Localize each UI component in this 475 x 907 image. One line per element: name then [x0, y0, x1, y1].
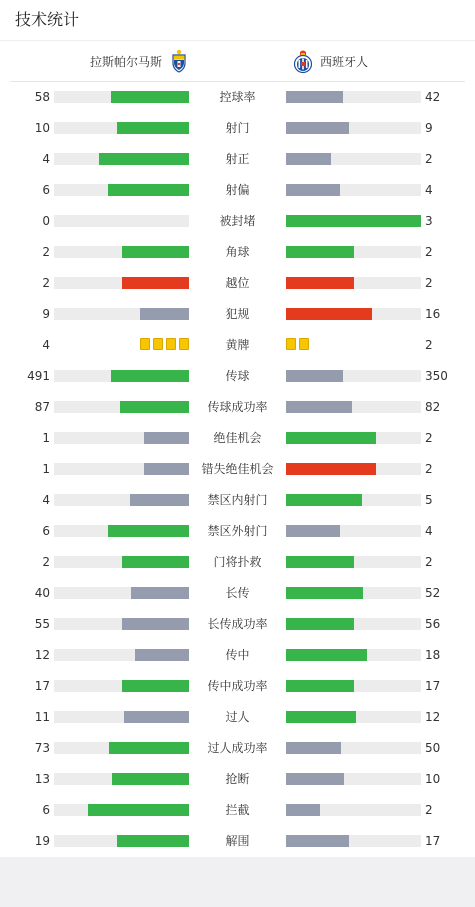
stat-label: 长传	[225, 586, 250, 600]
away-stat-bar-fill	[286, 742, 341, 754]
home-stat-value: 1	[42, 462, 50, 476]
stat-row	[0, 361, 475, 392]
home-stat-bar-fill	[108, 525, 189, 537]
home-stat-bar-fill	[122, 277, 190, 289]
stat-label: 黄牌	[225, 338, 250, 352]
stat-row	[0, 237, 475, 268]
away-stat-value: 2	[425, 431, 433, 445]
away-stat-bar-fill	[286, 711, 356, 723]
away-stat-bar-fill	[286, 556, 354, 568]
stat-label: 抢断	[225, 772, 250, 786]
away-stat-bar	[286, 525, 421, 537]
away-stat-bar	[286, 711, 421, 723]
away-stat-bar-fill	[286, 587, 363, 599]
stat-row	[0, 826, 475, 857]
away-stat-bar	[286, 587, 421, 599]
home-stat-bar	[54, 122, 189, 134]
away-stat-bar-fill	[286, 835, 349, 847]
away-stat-bar	[286, 742, 421, 754]
stat-row	[0, 268, 475, 299]
away-stat-bar	[286, 618, 421, 630]
home-stat-value: 19	[34, 834, 50, 848]
away-yellow-cards	[286, 338, 309, 352]
las-palmas-crest-icon	[168, 49, 190, 73]
home-stat-value: 58	[34, 90, 50, 104]
away-stat-bar-fill	[286, 649, 367, 661]
page-title: 技术统计	[15, 10, 80, 29]
home-stat-bar-fill	[88, 804, 189, 816]
stat-row	[0, 423, 475, 454]
home-stat-bar	[54, 308, 189, 320]
stat-label: 禁区外射门	[207, 524, 268, 538]
stat-label: 角球	[225, 245, 250, 259]
stat-row	[0, 578, 475, 609]
home-stat-bar-fill	[140, 308, 189, 320]
away-stat-value: 2	[425, 276, 433, 290]
home-stat-bar-fill	[108, 184, 189, 196]
stat-label: 射正	[225, 152, 250, 166]
home-stat-bar-fill	[122, 246, 190, 258]
stat-label: 传中成功率	[207, 679, 268, 693]
yellow-card-icon	[286, 338, 296, 350]
away-stat-bar-fill	[286, 91, 343, 103]
home-stat-bar	[54, 401, 189, 413]
away-stat-value: 2	[425, 245, 433, 259]
home-stat-value: 12	[34, 648, 50, 662]
home-stat-bar	[54, 184, 189, 196]
stat-label: 控球率	[219, 90, 256, 104]
away-stat-value: 350	[425, 369, 448, 383]
home-stat-bar-fill	[117, 122, 189, 134]
away-stat-bar	[286, 680, 421, 692]
away-stat-value: 9	[425, 121, 433, 135]
home-stat-bar	[54, 618, 189, 630]
away-stat-bar	[286, 401, 421, 413]
away-stat-value: 52	[425, 586, 441, 600]
home-stat-value: 10	[34, 121, 50, 135]
home-stat-bar	[54, 835, 189, 847]
yellow-card-icon	[166, 338, 176, 350]
away-stat-bar-fill	[286, 246, 354, 258]
home-stat-bar	[54, 215, 189, 227]
away-stat-bar-fill	[286, 122, 349, 134]
home-stat-bar	[54, 370, 189, 382]
away-stat-value: 16	[425, 307, 441, 321]
stat-row	[0, 609, 475, 640]
home-stat-value: 6	[42, 524, 50, 538]
away-stat-value: 5	[425, 493, 433, 507]
stat-label: 拦截	[225, 803, 250, 817]
home-team[interactable]	[90, 48, 190, 74]
home-stat-bar-fill	[122, 556, 190, 568]
home-stat-value: 13	[34, 772, 50, 786]
home-stat-bar-fill	[112, 773, 189, 785]
away-stat-bar	[286, 556, 421, 568]
home-stat-value: 2	[42, 245, 50, 259]
away-stat-bar-fill	[286, 618, 354, 630]
home-stat-bar	[54, 556, 189, 568]
home-stat-bar	[54, 649, 189, 661]
stat-label: 过人成功率	[207, 741, 268, 755]
home-stat-bar-fill	[130, 494, 189, 506]
away-stat-bar	[286, 246, 421, 258]
away-stat-value: 2	[425, 555, 433, 569]
stat-label: 绝佳机会	[213, 431, 262, 445]
away-stat-value: 12	[425, 710, 441, 724]
home-stat-bar-fill	[122, 618, 190, 630]
stat-row	[0, 113, 475, 144]
stat-row	[0, 516, 475, 547]
away-team-name: 西班牙人	[320, 54, 369, 69]
home-stat-value: 4	[42, 493, 50, 507]
home-stat-value: 6	[42, 183, 50, 197]
home-stat-bar-fill	[131, 587, 189, 599]
away-stat-bar	[286, 370, 421, 382]
away-stat-bar-fill	[286, 432, 376, 444]
stat-label: 传中	[225, 648, 250, 662]
away-stat-bar	[286, 184, 421, 196]
home-stat-bar	[54, 742, 189, 754]
home-stat-value: 40	[34, 586, 50, 600]
stat-label: 解围	[225, 834, 250, 848]
home-stat-bar	[54, 432, 189, 444]
espanyol-crest-icon	[292, 49, 314, 73]
stat-label: 错失绝佳机会	[201, 462, 274, 476]
stat-label: 被封堵	[219, 214, 256, 228]
home-team-name: 拉斯帕尔马斯	[90, 54, 163, 69]
away-stat-bar	[286, 463, 421, 475]
away-stat-bar	[286, 773, 421, 785]
home-stat-value: 6	[42, 803, 50, 817]
home-stat-value: 4	[42, 338, 50, 352]
away-stat-bar-fill	[286, 525, 340, 537]
home-stat-value: 17	[34, 679, 50, 693]
home-yellow-cards	[140, 338, 189, 352]
home-stat-bar-fill	[124, 711, 189, 723]
away-stat-value: 17	[425, 679, 441, 693]
away-stat-bar-fill	[286, 153, 331, 165]
away-stat-value: 82	[425, 400, 441, 414]
stat-label: 门将扑救	[213, 555, 262, 569]
home-stat-value: 0	[42, 214, 50, 228]
away-stat-bar-fill	[286, 308, 372, 320]
away-stat-value: 2	[425, 338, 433, 352]
home-stat-bar	[54, 773, 189, 785]
yellow-card-icon	[140, 338, 150, 350]
stat-row	[0, 82, 475, 113]
stat-label: 犯规	[225, 307, 250, 321]
home-stat-bar	[54, 91, 189, 103]
away-stat-value: 17	[425, 834, 441, 848]
stat-row	[0, 299, 475, 330]
home-stat-bar	[54, 680, 189, 692]
away-stat-value: 2	[425, 462, 433, 476]
home-stat-value: 4	[42, 152, 50, 166]
home-stat-bar-fill	[144, 463, 189, 475]
away-stat-value: 4	[425, 183, 433, 197]
away-stat-bar	[286, 835, 421, 847]
stat-row	[0, 795, 475, 826]
stat-row	[0, 454, 475, 485]
stat-label: 过人	[225, 710, 250, 724]
away-stat-value: 56	[425, 617, 441, 631]
home-stat-bar-fill	[111, 91, 189, 103]
home-stat-bar	[54, 587, 189, 599]
stat-label: 越位	[225, 276, 250, 290]
stat-row	[0, 640, 475, 671]
home-stat-value: 2	[42, 555, 50, 569]
home-stat-value: 73	[34, 741, 50, 755]
away-stat-bar-fill	[286, 494, 362, 506]
away-stat-value: 4	[425, 524, 433, 538]
away-stat-bar-fill	[286, 804, 320, 816]
yellow-card-icon	[299, 338, 309, 350]
home-stat-bar	[54, 153, 189, 165]
away-stat-bar	[286, 804, 421, 816]
stat-row	[0, 392, 475, 423]
away-stat-value: 2	[425, 803, 433, 817]
stat-label: 传球成功率	[207, 400, 268, 414]
away-stat-bar	[286, 277, 421, 289]
away-stat-value: 3	[425, 214, 433, 228]
away-stat-value: 18	[425, 648, 441, 662]
away-stat-bar-fill	[286, 370, 343, 382]
stat-label: 射门	[225, 121, 250, 135]
home-stat-bar-fill	[120, 401, 189, 413]
stat-row	[0, 764, 475, 795]
stat-label: 长传成功率	[207, 617, 268, 631]
stat-label: 射偏	[225, 183, 250, 197]
home-stat-bar	[54, 463, 189, 475]
home-stat-value: 55	[34, 617, 50, 631]
away-stat-bar-fill	[286, 773, 344, 785]
yellow-card-icon	[153, 338, 163, 350]
away-stat-value: 10	[425, 772, 441, 786]
away-stat-value: 50	[425, 741, 441, 755]
stat-row	[0, 733, 475, 764]
stat-row	[0, 206, 475, 237]
away-stat-bar-fill	[286, 215, 421, 227]
stat-row	[0, 144, 475, 175]
stat-row	[0, 702, 475, 733]
away-stat-bar-fill	[286, 184, 340, 196]
home-stat-bar-fill	[122, 680, 190, 692]
away-stat-bar-fill	[286, 401, 352, 413]
home-stat-bar-fill	[117, 835, 189, 847]
home-stat-bar-fill	[135, 649, 189, 661]
home-stat-bar-fill	[99, 153, 189, 165]
home-stat-value: 491	[27, 369, 50, 383]
home-stat-value: 1	[42, 431, 50, 445]
stat-row	[0, 485, 475, 516]
home-stat-bar	[54, 494, 189, 506]
home-stat-bar-fill	[144, 432, 189, 444]
home-stat-value: 2	[42, 276, 50, 290]
away-stat-bar	[286, 215, 421, 227]
yellow-card-icon	[179, 338, 189, 350]
home-stat-bar	[54, 711, 189, 723]
away-team[interactable]	[292, 48, 368, 74]
away-stat-bar	[286, 308, 421, 320]
home-stat-value: 87	[34, 400, 50, 414]
home-stat-bar	[54, 804, 189, 816]
stat-row	[0, 671, 475, 702]
stat-label: 禁区内射门	[207, 493, 268, 507]
home-stat-value: 9	[42, 307, 50, 321]
away-stat-bar	[286, 649, 421, 661]
home-stat-bar	[54, 277, 189, 289]
stat-row	[0, 330, 475, 361]
home-stat-bar	[54, 246, 189, 258]
stat-row	[0, 547, 475, 578]
away-stat-bar	[286, 432, 421, 444]
stats-list	[0, 82, 475, 857]
away-stat-bar	[286, 153, 421, 165]
away-stat-bar	[286, 494, 421, 506]
away-stat-bar-fill	[286, 680, 354, 692]
away-stat-bar	[286, 122, 421, 134]
away-stat-bar-fill	[286, 277, 354, 289]
away-stat-value: 2	[425, 152, 433, 166]
home-stat-bar-fill	[109, 742, 189, 754]
stat-row	[0, 175, 475, 206]
home-stat-bar	[54, 525, 189, 537]
home-stat-bar-fill	[111, 370, 189, 382]
away-stat-value: 42	[425, 90, 441, 104]
away-stat-bar	[286, 91, 421, 103]
away-stat-bar-fill	[286, 463, 376, 475]
stat-label: 传球	[225, 369, 250, 383]
home-stat-value: 11	[34, 710, 50, 724]
divider	[0, 40, 475, 41]
